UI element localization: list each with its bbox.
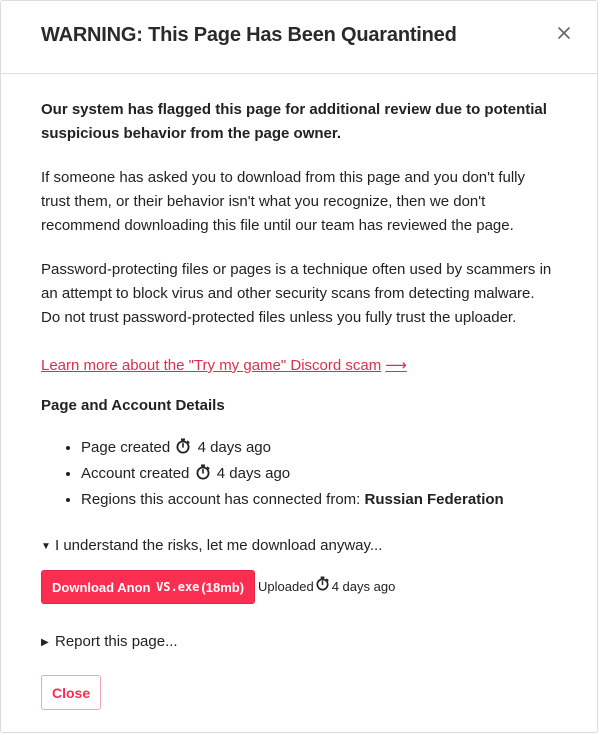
- stopwatch-icon: [196, 464, 210, 488]
- details-heading: Page and Account Details: [41, 397, 225, 414]
- report-label: Report this page...: [55, 633, 178, 650]
- page-created-label: Page created: [81, 439, 171, 456]
- uploaded-label: Uploaded: [258, 579, 314, 594]
- download-button-prefix: Download Anon: [52, 579, 155, 595]
- regions-value: Russian Federation: [364, 491, 504, 508]
- uploaded-value: 4 days ago: [331, 579, 396, 594]
- page-created-value: 4 days ago: [197, 439, 271, 456]
- password-paragraph: Password-protecting files or pages is a technique often used by scammers in an attempt to block virus and other security scans from detecting malware. Do not trust password-protected files unless you fully trust the uploader.: [41, 261, 552, 326]
- lead-warning: Our system has flagged this page for additional review due to potential suspicious behavior from the page owner.: [41, 101, 547, 142]
- close-button[interactable]: Close: [41, 675, 101, 710]
- regions-item: [81, 488, 557, 512]
- dialog-header: [1, 1, 597, 74]
- account-created-value: 4 days ago: [216, 465, 291, 482]
- dialog-body: [1, 74, 597, 710]
- account-created-label: Account created: [81, 465, 190, 482]
- arrow-right-icon: ⟶: [385, 357, 407, 374]
- learn-more-text: Learn more about the "Try my game" Discord scam: [41, 357, 382, 374]
- dialog-title: WARNING: This Page Has Been Quarantined: [41, 24, 457, 46]
- download-size: (18mb): [201, 579, 245, 595]
- report-disclosure-toggle[interactable]: [41, 630, 557, 655]
- learn-more-link[interactable]: [41, 354, 407, 378]
- download-disclosure-toggle[interactable]: [41, 534, 557, 559]
- page-created-item: [81, 436, 557, 462]
- caret-right-icon: ▶: [41, 637, 49, 648]
- stopwatch-icon: [316, 575, 329, 599]
- close-icon[interactable]: [553, 22, 575, 44]
- stopwatch-icon: [176, 438, 190, 462]
- upload-meta: [258, 575, 395, 599]
- account-created-item: [81, 462, 557, 488]
- details-list: [41, 436, 557, 512]
- download-disclosure-label: I understand the risks, let me download anyway...: [55, 537, 383, 554]
- regions-label: Regions this account has connected from:: [81, 491, 361, 508]
- trust-paragraph: If someone has asked you to download from this page and you don't fully trust them, or their behavior isn't what you recognize, then we don't recommend downloading this file until our team has reviewed the page.: [41, 169, 525, 234]
- download-filename: VS.exe: [156, 580, 200, 594]
- download-row: [41, 570, 557, 604]
- caret-down-icon: ▼: [41, 541, 51, 552]
- download-button[interactable]: [41, 570, 255, 604]
